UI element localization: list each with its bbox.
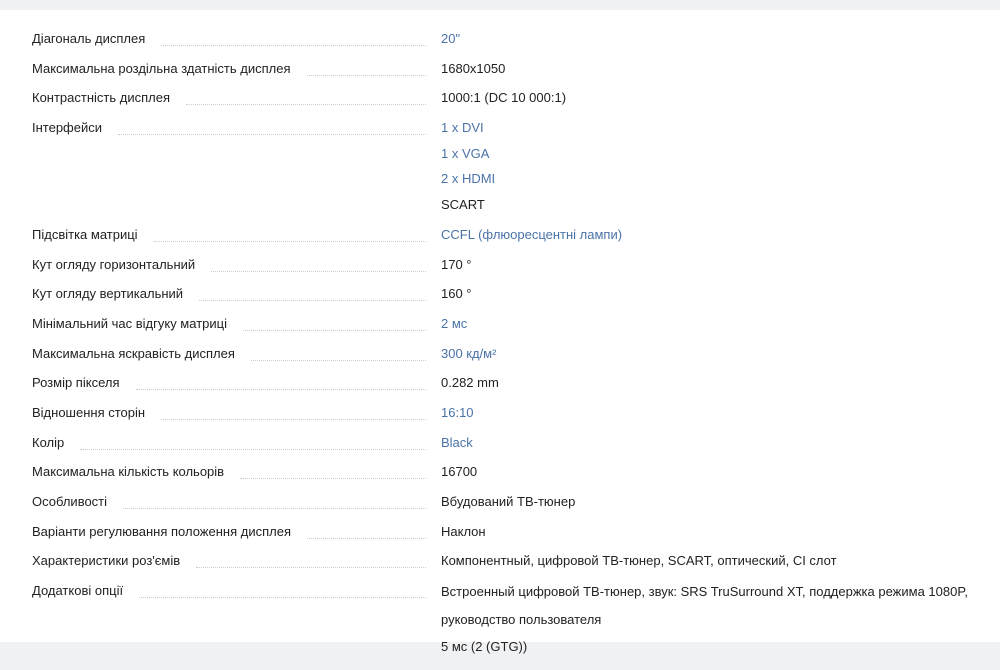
spec-label-cell — [32, 553, 426, 568]
spec-label-cell — [32, 31, 426, 46]
spec-value: 16700 — [441, 464, 478, 480]
spec-label-cell — [32, 405, 426, 420]
spec-row — [32, 494, 992, 509]
dotted-leader — [139, 588, 426, 598]
dotted-leader — [80, 440, 426, 450]
spec-label-cell — [32, 494, 426, 509]
dotted-leader — [123, 499, 426, 509]
spec-label: Варіанти регулювання положення дисплея — [32, 523, 291, 539]
dotted-leader — [161, 36, 426, 46]
spec-label: Особливості — [32, 494, 108, 509]
spec-label: Інтерфейси — [32, 120, 103, 136]
spec-label: Мінімальний час відгуку матриці — [32, 315, 227, 331]
spec-value: Встроенный цифровой ТВ-тюнер, звук: SRS TruSurround XT, поддержка режима 1080P, — [441, 584, 968, 600]
spec-label-cell — [32, 61, 426, 76]
spec-row — [32, 346, 992, 361]
dotted-leader — [307, 66, 427, 76]
spec-label: Максимальна яскравість дисплея — [32, 345, 235, 361]
spec-label: Контрастність дисплея — [32, 90, 170, 106]
spec-row — [32, 90, 992, 105]
spec-label: Кут огляду горизонтальний — [32, 256, 196, 272]
spec-value-cell — [426, 405, 992, 420]
dotted-leader — [199, 291, 426, 301]
dotted-leader — [154, 232, 426, 242]
spec-value-cell — [426, 120, 992, 212]
spec-value-link[interactable]: 300 кд/м² — [441, 345, 497, 361]
spec-label-cell — [32, 435, 426, 450]
spec-value-link[interactable]: CCFL (флюоресцентні лампи) — [441, 226, 623, 242]
spec-row — [32, 435, 992, 450]
spec-label-cell — [32, 464, 426, 479]
spec-value-link[interactable]: 2 мс — [441, 315, 468, 331]
spec-row — [32, 31, 992, 46]
specifications-table — [32, 31, 992, 670]
spec-label: Розмір пікселя — [32, 375, 120, 391]
spec-label-cell — [32, 375, 426, 390]
dotted-leader — [251, 351, 426, 361]
spec-value-cell — [426, 227, 992, 242]
spec-value: руководство пользователя — [441, 611, 602, 627]
spec-row — [32, 257, 992, 272]
spec-value-link[interactable]: 20" — [441, 31, 461, 46]
spec-label-cell — [32, 346, 426, 361]
dotted-leader — [136, 380, 427, 390]
spec-value-cell — [426, 346, 992, 361]
spec-value-link[interactable]: Black — [441, 434, 473, 450]
spec-value-cell — [426, 435, 992, 450]
spec-value-link[interactable]: 1 x DVI — [441, 120, 484, 136]
spec-label: Діагональ дисплея — [32, 31, 146, 46]
spec-label-cell — [32, 286, 426, 301]
spec-label-cell — [32, 90, 426, 105]
dotted-leader — [196, 558, 426, 568]
specifications-card — [0, 10, 1000, 655]
spec-label: Максимальна кількість кольорів — [32, 464, 225, 480]
spec-row — [32, 120, 992, 212]
spec-value-cell — [426, 524, 992, 539]
spec-value: Компонентный, цифровой ТВ-тюнер, SCART, оптический, CI слот — [441, 553, 837, 569]
spec-row — [32, 405, 992, 420]
dotted-leader — [161, 410, 426, 420]
spec-row — [32, 227, 992, 242]
spec-value-cell — [426, 257, 992, 272]
spec-row — [32, 583, 992, 655]
spec-row — [32, 464, 992, 479]
dotted-leader — [240, 469, 426, 479]
spec-value: SCART — [441, 197, 485, 213]
spec-value-cell — [426, 583, 992, 655]
spec-row — [32, 375, 992, 390]
spec-value-cell — [426, 375, 992, 390]
dotted-leader — [243, 321, 426, 331]
spec-row — [32, 316, 992, 331]
spec-value-cell — [426, 494, 992, 509]
dotted-leader — [118, 125, 426, 135]
spec-label: Характеристики роз'ємів — [32, 553, 181, 569]
spec-value-cell — [426, 90, 992, 105]
spec-label: Колір — [32, 434, 65, 450]
spec-value: 160 ° — [441, 286, 472, 302]
spec-label-cell — [32, 316, 426, 331]
spec-value-cell — [426, 31, 992, 46]
spec-value: 1680x1050 — [441, 60, 506, 76]
spec-label: Максимальна роздільна здатність дисплея — [32, 60, 291, 76]
spec-value-link[interactable]: 16:10 — [441, 404, 474, 420]
spec-row — [32, 553, 992, 568]
spec-value: Наклон — [441, 523, 486, 539]
spec-label-cell — [32, 524, 426, 539]
spec-row — [32, 61, 992, 76]
spec-value-cell — [426, 553, 992, 568]
spec-label: Кут огляду вертикальний — [32, 286, 184, 302]
spec-label: Додаткові опції — [32, 583, 124, 599]
spec-label-cell — [32, 257, 426, 272]
spec-value-cell — [426, 464, 992, 479]
spec-value-cell — [426, 286, 992, 301]
spec-row — [32, 286, 992, 301]
spec-label: Підсвітка матриці — [32, 226, 138, 242]
spec-value: 1000:1 (DC 10 000:1) — [441, 90, 567, 106]
spec-label: Відношення сторін — [32, 404, 146, 420]
spec-value-link[interactable]: 1 x VGA — [441, 145, 490, 161]
dotted-leader — [211, 262, 426, 272]
spec-value: 0.282 mm — [441, 375, 499, 391]
spec-label-cell — [32, 120, 426, 135]
dotted-leader — [186, 95, 426, 105]
dotted-leader — [307, 529, 426, 539]
spec-value-cell — [426, 61, 992, 76]
spec-value-cell — [426, 316, 992, 331]
spec-label-cell — [32, 583, 426, 598]
spec-row — [32, 524, 992, 539]
spec-value-link[interactable]: 2 x HDMI — [441, 171, 496, 187]
spec-value: 170 ° — [441, 256, 472, 272]
spec-value: Вбудований ТВ-тюнер — [441, 494, 576, 509]
spec-value: 5 мс (2 (GTG)) — [441, 639, 528, 655]
spec-label-cell — [32, 227, 426, 242]
